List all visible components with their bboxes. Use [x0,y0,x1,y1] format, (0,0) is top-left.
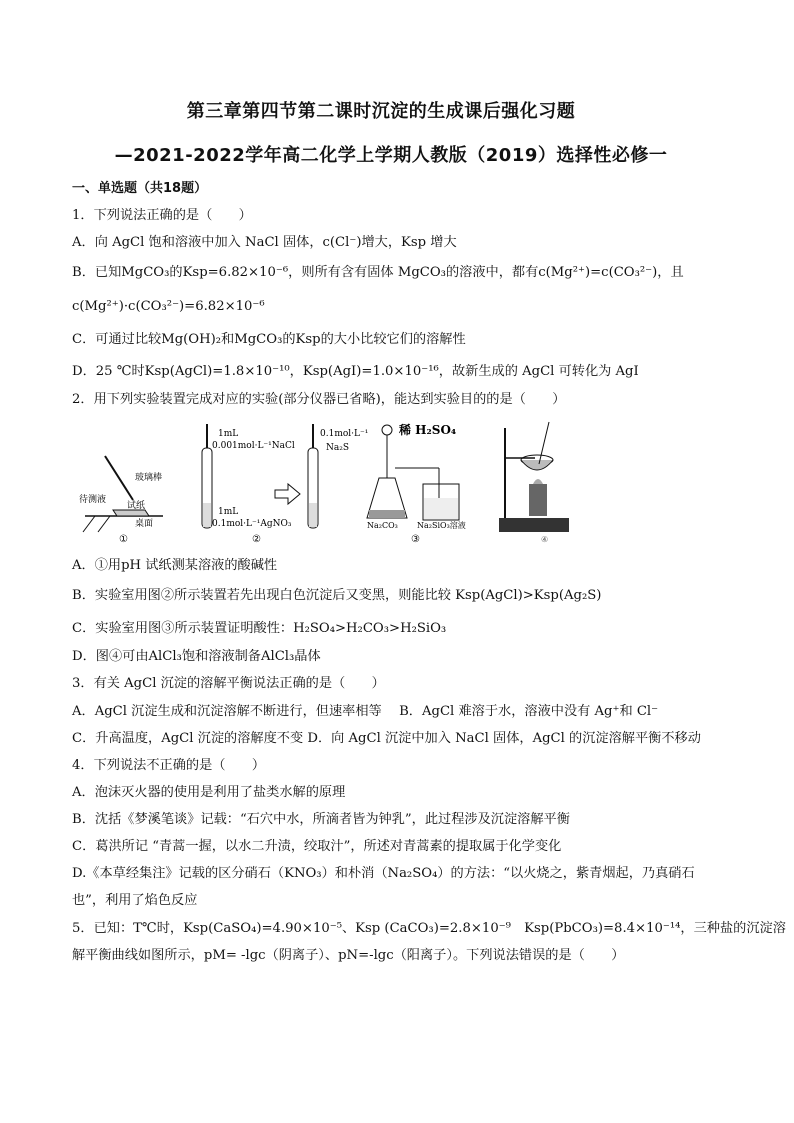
q1-option-c: C．可通过比较Mg(OH)₂和MgCO₃的Ksp的大小比较它们的溶解性 [72,332,466,347]
q1-option-d: D．25 ℃时Ksp(AgCl)=1.8×10⁻¹⁰，Ksp(AgI)=1.0×10⁻¹⁶，故新生成的 AgCl 可转化为 AgI [72,364,639,379]
question-3-stem: 3．有关 AgCl 沉淀的溶解平衡说法正确的是（ ） [72,676,385,691]
top-concentration: 0.001mol·L⁻¹NaCl [212,441,295,451]
q2-option-c: C．实验室用图③所示装置证明酸性：H₂SO₄>H₂CO₃>H₂SiO₃ [72,621,447,636]
q3-options-ab: A．AgCl 沉淀生成和沉淀溶解不断进行，但速率相等 B．AgCl 难溶于水，溶液中没有 Ag⁺和 Cl⁻ [72,704,659,719]
q2-option-b: B．实验室用图②所示装置若先出现白色沉淀后又变黑，则能比较 Ksp(AgCl)>Ksp(Ag₂S) [72,588,602,603]
q4-option-d: D.《本草经集注》记载的区分硝石（KNO₃）和朴消（Na₂SO₄）的方法：“以火烧之，紫青烟起，乃真硝石 [72,866,695,881]
section-heading: 一、单选题（共18题） [72,181,208,196]
panel-4-evaporation [495,418,575,546]
question-5-stem-cont: 解平衡曲线如图所示，pM= -lgc（阴离子）、pN=-lgc（阳离子）。下列说法错误的是（ ） [72,948,625,963]
flask-label: Na₂CO₃ [367,521,398,530]
question-2-stem: 2．用下列实验装置完成对应的实验(部分仪器已省略)，能达到实验目的的是（ ） [72,392,566,407]
acid-label: 稀 H₂SO₄ [399,423,457,437]
panel-2-precipitation [180,418,369,546]
q3-options-cd: C．升高温度，AgCl 沉淀的溶解度不变 D．向 AgCl 沉淀中加入 NaCl 固体，AgCl 的沉淀溶解平衡不移动 [72,731,701,746]
apparatus-figure [75,418,575,546]
q4-option-b: B．沈括《梦溪笔谈》记载：“石穴中水，所滴者皆为钟乳”，此过程涉及沉淀溶解平衡 [72,812,570,827]
q4-option-d-cont: 也”，利用了焰色反应 [72,893,198,908]
panel-1-ph-paper [75,418,175,546]
rod-label: 玻璃棒 [135,473,163,483]
bottom-concentration: 0.1mol·L⁻¹AgNO₃ [212,519,292,529]
bottom-volume: 1mL [218,507,239,517]
question-5-stem: 5．已知：T℃时，Ksp(CaSO₄)=4.90×10⁻⁵、Ksp (CaCO₃)=2.8×10⁻⁹ Ksp(PbCO₃)=8.4×10⁻¹⁴，三种盐的沉淀溶 [72,921,786,936]
panel-3-acid-strength [367,418,477,546]
title-line-2: —2021-2022学年高二化学上学期人教版（2019）选择性必修一 [114,145,668,166]
right-concentration: 0.1mol·L⁻¹ [320,429,369,439]
panel-3-number: ③ [411,534,420,545]
solution-label: 待测液 [79,495,107,505]
panel-1-number: ① [119,534,128,545]
desk-label: 桌面 [135,519,154,529]
panel-4-number: ④ [541,535,549,544]
panel-2-number: ② [252,534,261,545]
paper-label: 试纸 [127,501,146,511]
q2-option-a: A．①用pH 试纸测某溶液的酸碱性 [72,558,278,573]
right-substance: Na₂S [326,443,350,453]
question-4-stem: 4．下列说法不正确的是（ ） [72,758,266,773]
q4-option-a: A．泡沫灭火器的使用是利用了盐类水解的原理 [72,785,346,800]
q1-option-a: A．向 AgCl 饱和溶液中加入 NaCl 固体，c(Cl⁻)增大，Ksp 增大 [72,235,457,250]
question-1-stem: 1．下列说法正确的是（ ） [72,208,252,223]
q2-option-d: D．图④可由AlCl₃饱和溶液制备AlCl₃晶体 [72,649,321,664]
beaker-label: Na₂SiO₃溶液 [417,521,466,530]
q1-option-b-cont: c(Mg²⁺)·c(CO₃²⁻)=6.82×10⁻⁶ [72,299,265,314]
top-volume: 1mL [218,429,239,439]
title-line-1: 第三章第四节第二课时沉淀的生成课后强化习题 [186,101,576,122]
q1-option-b: B．已知MgCO₃的Ksp=6.82×10⁻⁶，则所有含有固体 MgCO₃的溶液中，都有c(Mg²⁺)=c(CO₃²⁻)，且 [72,265,684,280]
q4-option-c: C．葛洪所记 “青蒿一握，以水二升渍，绞取汁”，所述对青蒿素的提取属于化学变化 [72,839,562,854]
